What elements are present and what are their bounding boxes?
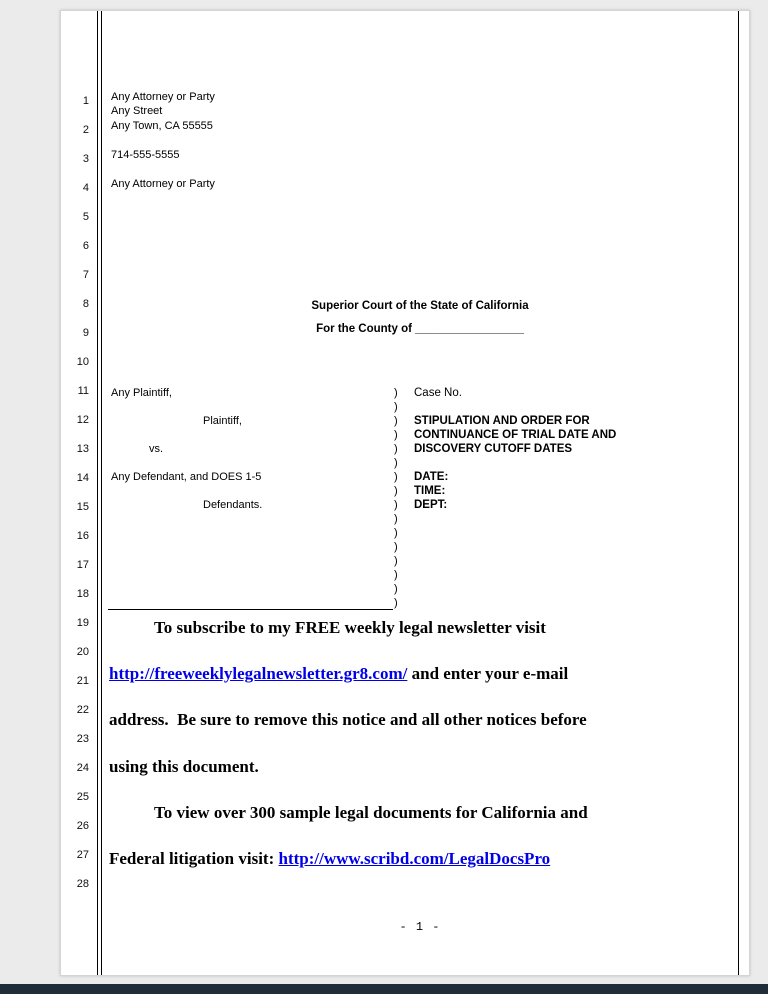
promo-text: To view over 300 sample legal documents for California and — [154, 802, 588, 822]
caption-left-cell — [111, 484, 394, 498]
viewer-footer-bar — [0, 984, 768, 994]
caption-paren: ) — [394, 415, 398, 427]
line-number: 1 — [82, 95, 89, 107]
line-number: 11 — [77, 385, 89, 397]
promo-line — [109, 697, 721, 743]
caption-row — [111, 442, 738, 456]
case-caption — [111, 386, 738, 610]
caption-paren: ) — [394, 485, 398, 497]
caption-paren: ) — [394, 513, 398, 525]
caption-right-cell — [414, 400, 738, 414]
caption-paren: ) — [394, 401, 398, 413]
caption-left-cell — [111, 582, 394, 596]
caption-row — [111, 400, 738, 414]
line-number: 13 — [76, 443, 89, 455]
caption-row — [111, 456, 738, 470]
caption-row — [111, 414, 738, 428]
caption-left-cell — [111, 540, 394, 554]
caption-paren: ) — [394, 569, 398, 581]
promo-line — [109, 605, 721, 651]
caption-left-cell: vs. — [149, 443, 164, 455]
caption-left-cell — [111, 568, 394, 582]
line-number: 21 — [76, 675, 89, 687]
caption-right-cell: TIME: — [414, 485, 446, 497]
caption-right-cell: STIPULATION AND ORDER FOR — [414, 415, 590, 427]
caption-right-cell: DATE: — [414, 471, 449, 483]
line-number: 24 — [76, 762, 89, 774]
promo-text: address. Be sure to remove this notice and all other notices before — [109, 710, 587, 730]
caption-row — [111, 428, 738, 442]
line-number: 19 — [76, 617, 89, 629]
caption-row — [111, 582, 738, 596]
caption-paren: ) — [394, 541, 398, 553]
attorney-city: Any Town, CA 55555 — [111, 120, 213, 132]
caption-left-cell — [111, 526, 394, 540]
caption-left-cell — [111, 400, 394, 414]
caption-row — [111, 470, 738, 484]
pleading-page — [60, 10, 750, 976]
caption-left-cell — [111, 428, 394, 442]
promo-line — [109, 790, 721, 836]
caption-paren: ) — [394, 457, 398, 469]
caption-paren: ) — [394, 429, 398, 441]
line-number: 22 — [76, 704, 89, 716]
promo-text: Federal litigation visit: — [109, 848, 279, 868]
caption-paren: ) — [394, 555, 398, 567]
pleading-left-double-rule — [97, 11, 102, 975]
line-number: 10 — [76, 356, 89, 368]
line-number: 8 — [82, 298, 89, 310]
caption-paren: ) — [394, 443, 398, 455]
caption-paren: ) — [394, 499, 398, 511]
pleading-right-rule — [738, 11, 739, 975]
caption-left-cell: Defendants. — [203, 499, 263, 511]
promo-line — [109, 651, 721, 697]
line-number: 5 — [82, 211, 89, 223]
caption-paren: ) — [394, 387, 398, 399]
caption-right-cell — [414, 456, 738, 470]
caption-left-cell: Plaintiff, — [203, 415, 242, 427]
caption-paren: ) — [394, 583, 398, 595]
caption-right-cell: CONTINUANCE OF TRIAL DATE AND — [414, 429, 617, 441]
caption-left-cell — [111, 554, 394, 568]
caption-right-cell — [414, 582, 738, 596]
caption-left-cell: Any Plaintiff, — [111, 387, 172, 399]
caption-paren: ) — [394, 471, 398, 483]
line-number: 16 — [76, 530, 89, 542]
attorney-phone: 714-555-5555 — [111, 149, 180, 161]
line-number: 4 — [82, 182, 89, 194]
line-number: 12 — [76, 414, 89, 426]
promo-text: To subscribe to my FREE weekly legal newsletter visit — [154, 618, 546, 637]
caption-row — [111, 386, 738, 400]
promo-line — [109, 836, 721, 882]
caption-right-cell: DISCOVERY CUTOFF DATES — [414, 443, 573, 455]
caption-row — [111, 526, 738, 540]
line-number-column — [61, 11, 91, 975]
caption-row — [111, 554, 738, 568]
caption-row — [111, 512, 738, 526]
promo-text: using this document. — [109, 756, 259, 776]
page-number: - 1 - — [399, 920, 441, 934]
caption-row — [111, 498, 738, 512]
caption-right-cell — [414, 568, 738, 582]
line-number: 23 — [76, 733, 89, 745]
promo-text: and enter your e-mail — [407, 664, 569, 684]
line-number: 20 — [76, 646, 89, 658]
line-number: 28 — [76, 878, 89, 890]
line-number: 2 — [82, 124, 89, 136]
caption-paren: ) — [394, 527, 398, 539]
line-number: 14 — [76, 472, 89, 484]
caption-left-cell — [111, 456, 394, 470]
line-number: 25 — [76, 791, 89, 803]
caption-right-cell — [414, 512, 738, 526]
line-number: 27 — [76, 849, 89, 861]
promo-link[interactable]: http://www.scribd.com/LegalDocsPro — [278, 848, 551, 868]
attorney-party: Any Attorney or Party — [111, 178, 215, 190]
caption-row — [111, 484, 738, 498]
caption-right-cell — [414, 554, 738, 568]
line-number: 15 — [76, 501, 89, 513]
line-number: 6 — [82, 240, 89, 252]
court-county-line: For the County of _________________ — [316, 323, 524, 335]
caption-right-cell: Case No. — [414, 387, 462, 399]
line-number: 26 — [76, 820, 89, 832]
attorney-name: Any Attorney or Party — [111, 91, 215, 103]
promo-link[interactable]: http://freeweeklylegalnewsletter.gr8.com/ — [109, 664, 408, 684]
promo-text-block — [109, 605, 721, 882]
caption-left-cell: Any Defendant, and DOES 1-5 — [111, 471, 262, 483]
line-number: 18 — [76, 588, 89, 600]
line-number: 17 — [76, 559, 89, 571]
caption-row — [111, 568, 738, 582]
caption-row — [111, 540, 738, 554]
caption-paren: ) — [394, 597, 398, 609]
caption-right-cell: DEPT: — [414, 499, 448, 511]
caption-right-cell — [414, 526, 738, 540]
court-title: Superior Court of the State of California — [311, 300, 529, 312]
line-number: 7 — [82, 269, 89, 281]
caption-right-cell — [414, 540, 738, 554]
attorney-street: Any Street — [111, 105, 163, 117]
line-number: 3 — [82, 153, 89, 165]
line-number: 9 — [82, 327, 89, 339]
promo-line — [109, 744, 721, 790]
caption-left-cell — [111, 512, 394, 526]
